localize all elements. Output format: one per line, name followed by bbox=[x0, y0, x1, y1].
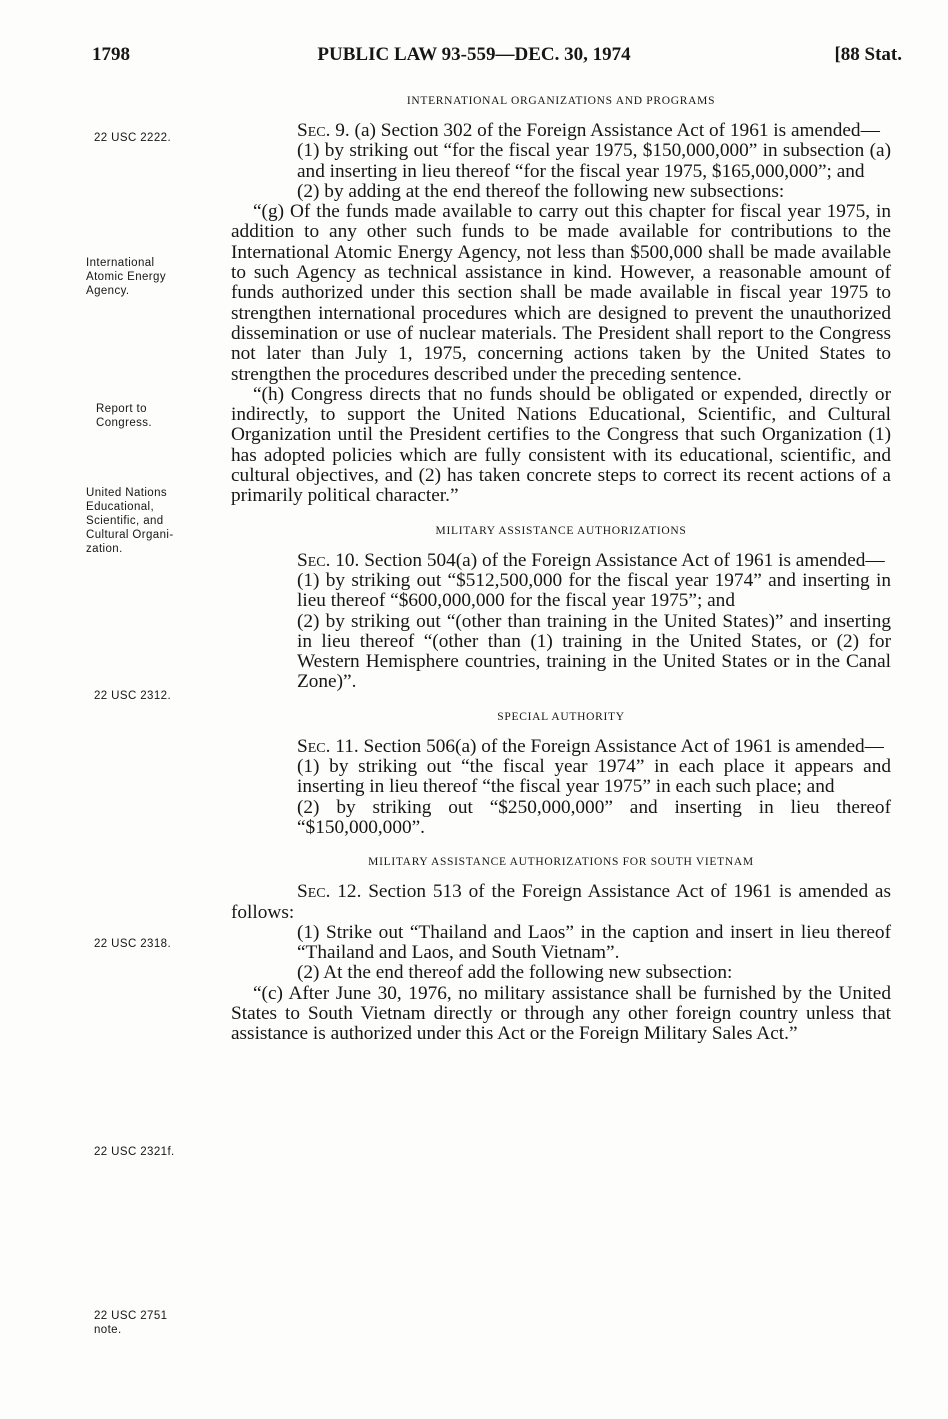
section-12 bbox=[231, 882, 891, 923]
section-label: Sec. bbox=[297, 549, 331, 571]
section-11-item-1: (1) by striking out “the fiscal year 1974” in each place it appears and inserting in lieu thereof “the fiscal year 1975” in each such place; and bbox=[297, 756, 891, 798]
section-9-item-2: (2) by adding at the end thereof the following new subsections: bbox=[297, 180, 785, 202]
section-text: 9. (a) Section 302 of the Foreign Assistance Act of 1961 is amended— bbox=[335, 120, 880, 141]
page-title: PUBLIC LAW 93-559—DEC. 30, 1974 bbox=[317, 44, 631, 65]
section-text: 12. Section 513 of the Foreign Assistance Act of 1961 is amended as follows: bbox=[231, 881, 891, 923]
margin-note-line: zation. bbox=[86, 543, 123, 555]
section-label: Sec. bbox=[297, 735, 331, 757]
margin-note-iaea bbox=[86, 256, 166, 298]
margin-note-line: Agency. bbox=[86, 285, 130, 297]
section-12-subsection-c: “(c) After June 30, 1976, no military assistance shall be furnished by the United States to South Vietnam directly or through any other foreign country unless that assistance is authorized under this Act or the Foreign Military Sales Act.” bbox=[231, 982, 891, 1045]
section-10-item-2: (2) by striking out “(other than training in the United States)” and inserting in lieu thereof “(other than (1) training in the United States, or (2) for Western Hemisphere countries, training in the United States or in the Canal Zone)”. bbox=[297, 610, 891, 693]
margin-note-usc: 22 USC 2321f. bbox=[94, 1146, 175, 1158]
margin-note-line: International bbox=[86, 257, 155, 269]
margin-note-line: Report to bbox=[96, 403, 147, 415]
margin-note-line: 22 USC 2751 bbox=[94, 1310, 168, 1322]
section-10-item-1: (1) by striking out “$512,500,000 for the fiscal year 1974” and inserting in lieu thereof “$600,000,000 for the fiscal year 1975”; and bbox=[297, 569, 891, 612]
section-9-item-1: (1) by striking out “for the fiscal year 1975, $150,000,000” in subsection (a) and inserting in lieu thereof “for the fiscal year 1975, $165,000,000”; and bbox=[297, 140, 891, 182]
margin-note-line: note. bbox=[94, 1324, 122, 1336]
statute-reference: [88 Stat. bbox=[834, 44, 902, 65]
section-12-item-1: (1) Strike out “Thailand and Laos” in the caption and insert in lieu thereof “Thailand and Laos, and South Vietnam”. bbox=[297, 921, 891, 964]
section-heading: MILITARY ASSISTANCE AUTHORIZATIONS FOR SOUTH VIETNAM bbox=[368, 856, 754, 869]
section-11-item-2: (2) by striking out “$250,000,000” and inserting in lieu thereof “$150,000,000”. bbox=[297, 796, 891, 838]
section-heading: SPECIAL AUTHORITY bbox=[497, 710, 625, 723]
margin-notes bbox=[86, 0, 226, 1419]
margin-note-usc bbox=[94, 1309, 167, 1337]
margin-note-line: United Nations bbox=[86, 487, 168, 499]
margin-note-line: Educational, bbox=[86, 501, 155, 513]
margin-note-line: Cultural Organi- bbox=[86, 529, 174, 541]
section-heading: INTERNATIONAL ORGANIZATIONS AND PROGRAMS bbox=[406, 95, 716, 107]
margin-note-line: Congress. bbox=[96, 417, 153, 429]
margin-note-unesco bbox=[86, 486, 174, 556]
page-number: 1798 bbox=[92, 44, 130, 65]
margin-note-line: Scientific, and bbox=[86, 515, 164, 527]
margin-note-line: Atomic Energy bbox=[86, 271, 166, 283]
section-11 bbox=[231, 737, 891, 757]
section-text: 10. Section 504(a) of the Foreign Assistance Act of 1961 is amended— bbox=[335, 549, 885, 571]
section-10 bbox=[231, 551, 891, 571]
margin-note-usc: 22 USC 2318. bbox=[94, 938, 172, 950]
margin-note-usc: 22 USC 2312. bbox=[94, 690, 172, 702]
section-label: Sec. bbox=[297, 120, 331, 141]
section-label: Sec. bbox=[297, 881, 331, 903]
section-9 bbox=[231, 121, 891, 141]
section-9-subsection-g: “(g) Of the funds made available to carry out this chapter for fiscal year 1975, in addition to any other such funds to be made available for contributions to the International Atomic Energy Agency, not less than $500,000 shall be made available to such Agency as technical assistance in kind. However, a reasonable amount of funds authorized under this section shall be made available in fiscal year 1975 to strengthen international procedures which are designed to prevent the unauthorized dissemination or use of nuclear materials. The President shall report to the Congress not later than July 1, 1975, concerning actions taken by the United States to strengthen the procedures described under the preceding sentence. bbox=[231, 201, 891, 385]
section-9-subsection-h: “(h) Congress directs that no funds should be obligated or expended, directly or indirectly, to support the United Nations Educational, Scientific, and Cultural Organization until the President certifies to the Congress that such Organization (1) has adopted policies which are fully consistent with its educational, scientific, and cultural objectives, and (2) has taken concrete steps to correct its recent actions of a primarily political character.” bbox=[231, 383, 891, 507]
section-heading: MILITARY ASSISTANCE AUTHORIZATIONS bbox=[435, 524, 687, 537]
section-12-item-2: (2) At the end thereof add the following new subsection: bbox=[297, 962, 733, 984]
main-text bbox=[231, 95, 891, 1045]
margin-note-report bbox=[96, 402, 152, 430]
margin-note-usc: 22 USC 2222. bbox=[94, 132, 172, 144]
section-text: 11. Section 506(a) of the Foreign Assistance Act of 1961 is amended— bbox=[335, 735, 884, 757]
